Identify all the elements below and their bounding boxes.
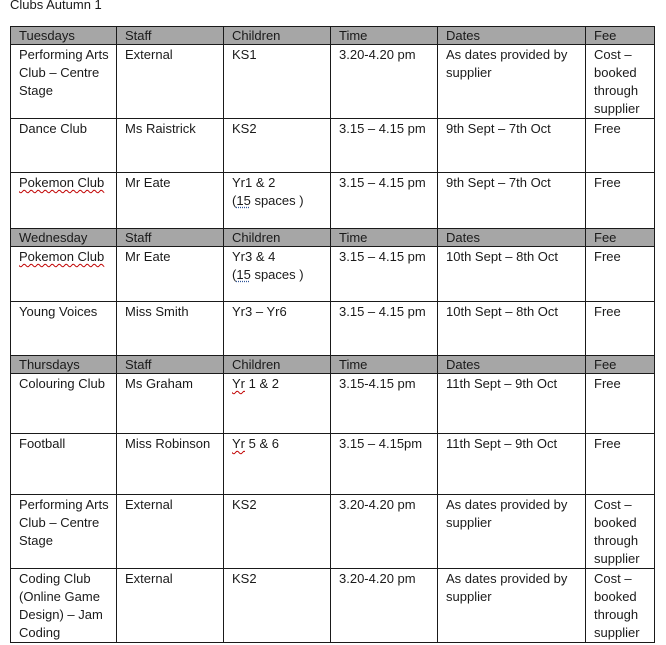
- table-row: [11, 119, 655, 173]
- document-title: Clubs Autumn 1: [10, 0, 102, 12]
- club-name: Football: [11, 434, 117, 495]
- staff-cell: Mr Eate: [117, 247, 224, 302]
- column-header-dates: Dates: [438, 229, 586, 247]
- day-header-row: [11, 27, 655, 45]
- table-row: [11, 302, 655, 356]
- fee-cell: Free: [586, 302, 655, 356]
- column-header-children: Children: [224, 229, 331, 247]
- time-cell: 3.15 – 4.15 pm: [331, 119, 438, 173]
- table-row: [11, 495, 655, 569]
- children-cell: KS2: [224, 495, 331, 569]
- day-label: Tuesdays: [11, 27, 117, 45]
- column-header-time: Time: [331, 27, 438, 45]
- day-label: Thursdays: [11, 356, 117, 374]
- clubs-timetable: [10, 26, 655, 643]
- fee-cell: Free: [586, 173, 655, 229]
- spaces-label: spaces: [254, 267, 296, 282]
- spelling-flagged-text: Yr: [232, 376, 245, 391]
- column-header-fee: Fee: [586, 229, 655, 247]
- children-years: 5 & 6: [245, 436, 279, 451]
- club-name: Coding Club (Online Game Design) – Jam Coding: [11, 569, 117, 643]
- dates-cell: 10th Sept – 8th Oct: [438, 247, 586, 302]
- column-header-dates: Dates: [438, 27, 586, 45]
- dates-cell: As dates provided by supplier: [438, 45, 586, 119]
- children-cell: KS1: [224, 45, 331, 119]
- dates-cell: 11th Sept – 9th Oct: [438, 434, 586, 495]
- dates-cell: 9th Sept – 7th Oct: [438, 173, 586, 229]
- table-row: [11, 45, 655, 119]
- dates-cell: 9th Sept – 7th Oct: [438, 119, 586, 173]
- spelling-flagged-text: Yr: [232, 436, 245, 451]
- fee-cell: Free: [586, 374, 655, 434]
- fee-cell: Free: [586, 434, 655, 495]
- spaces-label: spaces: [254, 193, 296, 208]
- children-years: Yr3 & 4: [232, 249, 276, 264]
- time-cell: 3.15 – 4.15 pm: [331, 173, 438, 229]
- children-cell: Yr3 – Yr6: [224, 302, 331, 356]
- table-row: [11, 569, 655, 643]
- club-name: Performing Arts Club – Centre Stage: [11, 45, 117, 119]
- time-cell: 3.20-4.20 pm: [331, 569, 438, 643]
- dates-cell: 10th Sept – 8th Oct: [438, 302, 586, 356]
- spaces-count: 15: [236, 267, 251, 282]
- column-header-time: Time: [331, 356, 438, 374]
- club-name: [11, 173, 117, 229]
- time-cell: 3.15 – 4.15 pm: [331, 247, 438, 302]
- fee-cell: Cost – booked through supplier: [586, 495, 655, 569]
- children-years: 1 & 2: [245, 376, 279, 391]
- children-cell: [224, 434, 331, 495]
- club-name: Performing Arts Club – Centre Stage: [11, 495, 117, 569]
- spelling-flagged-text: Pokemon Club: [19, 249, 105, 264]
- fee-cell: Cost – booked through supplier: [586, 45, 655, 119]
- staff-cell: External: [117, 569, 224, 643]
- fee-cell: Free: [586, 247, 655, 302]
- children-cell: Yr1 & 2 (15 spaces ): [224, 173, 331, 229]
- table-row: [11, 434, 655, 495]
- spelling-flagged-text: Pokemon Club: [19, 175, 105, 190]
- table-row: [11, 374, 655, 434]
- spaces-count: 15: [236, 193, 251, 208]
- club-name: Dance Club: [11, 119, 117, 173]
- children-cell: KS2: [224, 569, 331, 643]
- staff-cell: Miss Robinson: [117, 434, 224, 495]
- table-row: [11, 247, 655, 302]
- column-header-children: Children: [224, 356, 331, 374]
- day-header-row: [11, 229, 655, 247]
- column-header-fee: Fee: [586, 356, 655, 374]
- dates-cell: 11th Sept – 9th Oct: [438, 374, 586, 434]
- column-header-fee: Fee: [586, 27, 655, 45]
- staff-cell: External: [117, 45, 224, 119]
- day-label: Wednesday: [11, 229, 117, 247]
- column-header-children: Children: [224, 27, 331, 45]
- column-header-staff: Staff: [117, 229, 224, 247]
- column-header-staff: Staff: [117, 356, 224, 374]
- children-years: Yr1 & 2: [232, 175, 276, 190]
- time-cell: 3.20-4.20 pm: [331, 45, 438, 119]
- column-header-time: Time: [331, 229, 438, 247]
- dates-cell: As dates provided by supplier: [438, 569, 586, 643]
- club-name: Young Voices: [11, 302, 117, 356]
- column-header-dates: Dates: [438, 356, 586, 374]
- staff-cell: Mr Eate: [117, 173, 224, 229]
- time-cell: 3.15 – 4.15 pm: [331, 302, 438, 356]
- children-cell: KS2: [224, 119, 331, 173]
- time-cell: 3.15-4.15 pm: [331, 374, 438, 434]
- staff-cell: Miss Smith: [117, 302, 224, 356]
- day-header-row: [11, 356, 655, 374]
- club-name: Colouring Club: [11, 374, 117, 434]
- time-cell: 3.20-4.20 pm: [331, 495, 438, 569]
- staff-cell: Ms Raistrick: [117, 119, 224, 173]
- time-cell: 3.15 – 4.15pm: [331, 434, 438, 495]
- club-name: [11, 247, 117, 302]
- children-cell: [224, 374, 331, 434]
- staff-cell: External: [117, 495, 224, 569]
- table-row: [11, 173, 655, 229]
- column-header-staff: Staff: [117, 27, 224, 45]
- fee-cell: Cost – booked through supplier: [586, 569, 655, 643]
- fee-cell: Free: [586, 119, 655, 173]
- dates-cell: As dates provided by supplier: [438, 495, 586, 569]
- children-cell: Yr3 & 4 (15 spaces ): [224, 247, 331, 302]
- staff-cell: Ms Graham: [117, 374, 224, 434]
